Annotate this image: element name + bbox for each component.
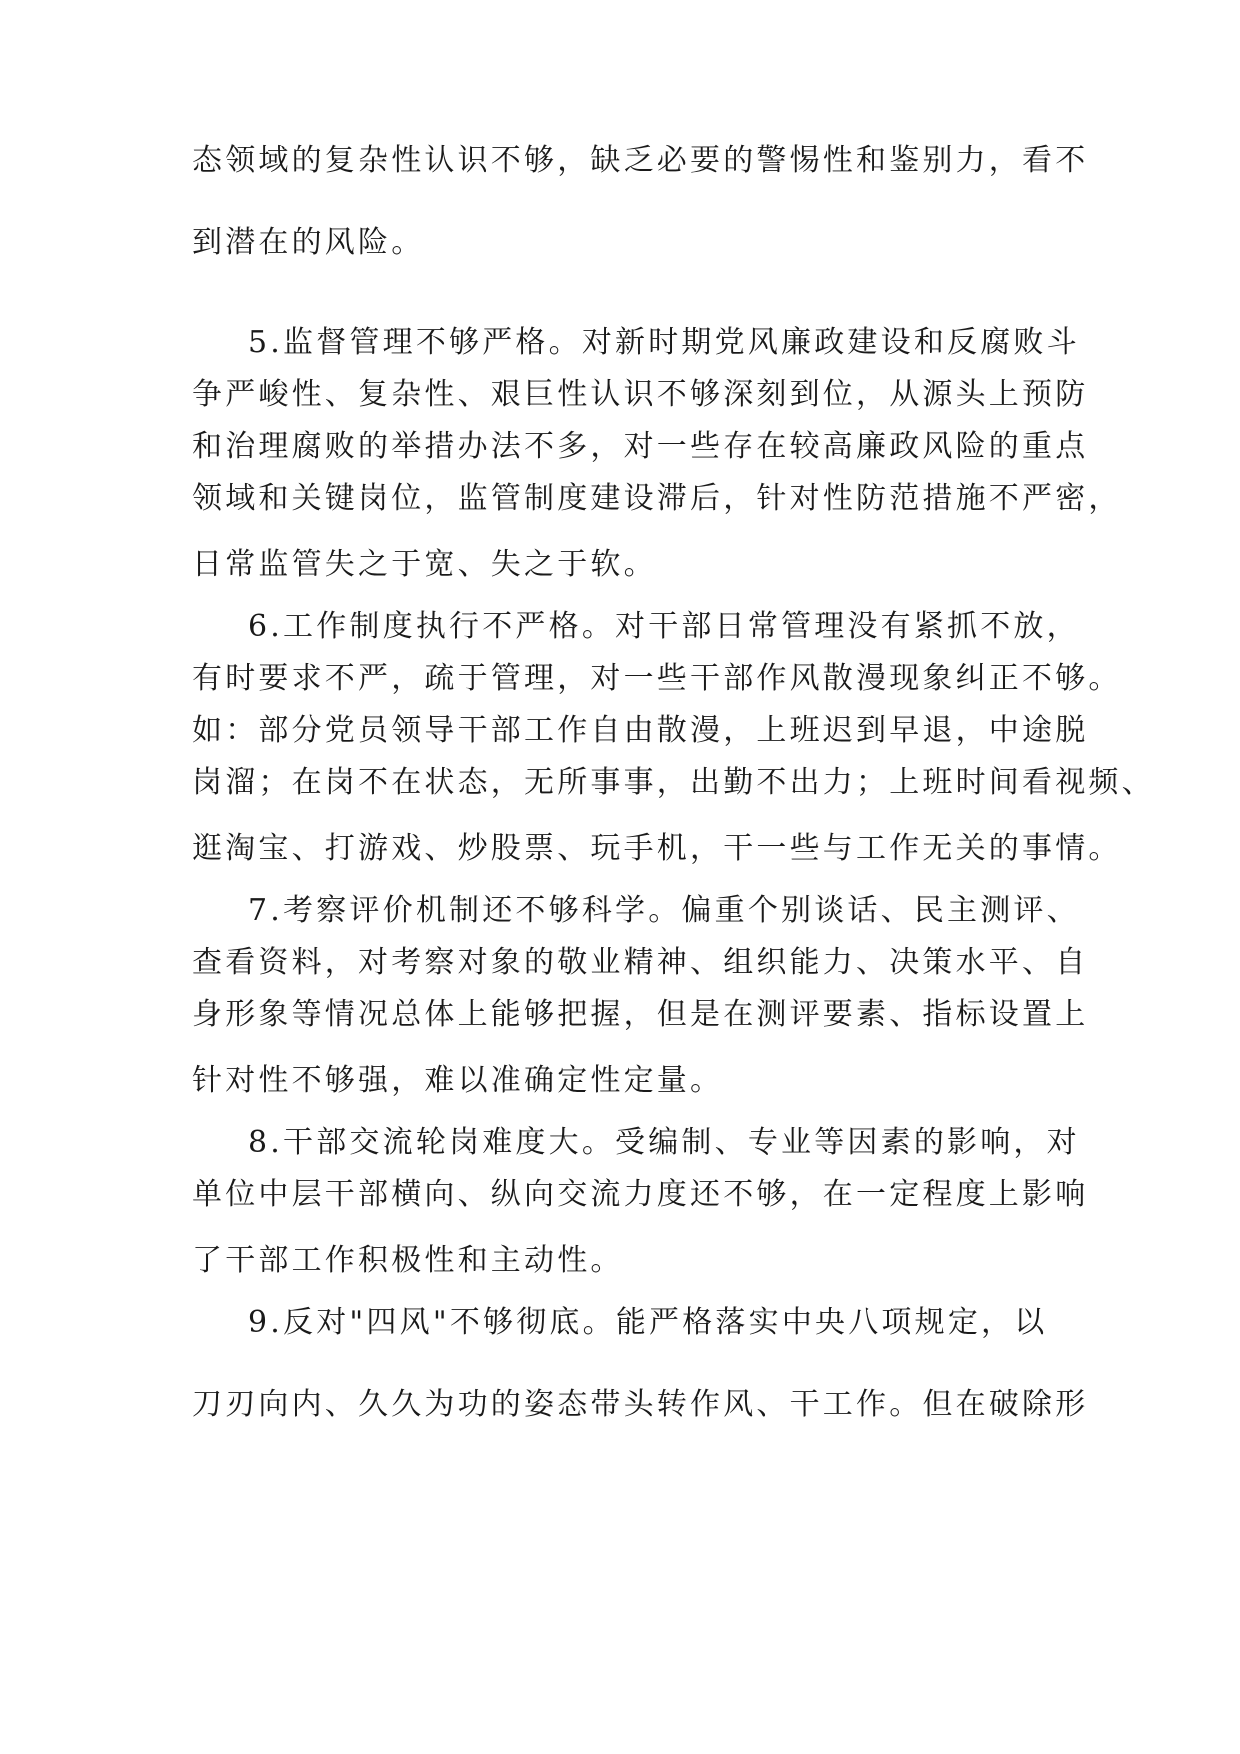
text-line: 单位中层干部横向、纵向交流力度还不够，在一定程度上影响 xyxy=(192,1177,1089,1212)
paragraph-6-heading: 6.工作制度执行不严格。对干部日常管理没有紧抓不放， xyxy=(248,609,1080,644)
text-line: 日常监管失之于宽、失之于软。 xyxy=(192,547,657,582)
paragraph-9-heading: 9.反对"四风"不够彻底。能严格落实中央八项规定，以 xyxy=(248,1305,1048,1340)
text-line: 逛淘宝、打游戏、炒股票、玩手机，干一些与工作无关的事情。 xyxy=(192,831,1122,866)
text-line: 到潜在的风险。 xyxy=(192,225,425,260)
text-line: 针对性不够强，难以准确定性定量。 xyxy=(192,1063,724,1098)
paragraph-7-heading: 7.考察评价机制还不够科学。偏重个别谈话、民主测评、 xyxy=(248,893,1080,928)
paragraph-8-heading: 8.干部交流轮岗难度大。受编制、专业等因素的影响，对 xyxy=(248,1125,1080,1160)
text-line: 了干部工作积极性和主动性。 xyxy=(192,1243,624,1278)
text-line: 身形象等情况总体上能够把握，但是在测评要素、指标设置上 xyxy=(192,997,1089,1032)
text-line: 领域和关键岗位，监管制度建设滞后，针对性防范措施不严密， xyxy=(192,481,1122,516)
text-line: 岗溜；在岗不在状态，无所事事，出勤不出力；上班时间看视频、 xyxy=(192,765,1155,800)
text-line: 查看资料，对考察对象的敬业精神、组织能力、决策水平、自 xyxy=(192,945,1089,980)
text-line: 有时要求不严，疏于管理，对一些干部作风散漫现象纠正不够。 xyxy=(192,661,1122,696)
text-line: 争严峻性、复杂性、艰巨性认识不够深刻到位，从源头上预防 xyxy=(192,377,1089,412)
text-line: 刀刃向内、久久为功的姿态带头转作风、干工作。但在破除形 xyxy=(192,1387,1089,1422)
paragraph-5-heading: 5.监督管理不够严格。对新时期党风廉政建设和反腐败斗 xyxy=(248,325,1080,360)
text-line: 如：部分党员领导干部工作自由散漫，上班迟到早退，中途脱 xyxy=(192,713,1089,748)
text-line: 态领域的复杂性认识不够，缺乏必要的警惕性和鉴别力，看不 xyxy=(192,143,1089,178)
text-line: 和治理腐败的举措办法不多，对一些存在较高廉政风险的重点 xyxy=(192,429,1089,464)
